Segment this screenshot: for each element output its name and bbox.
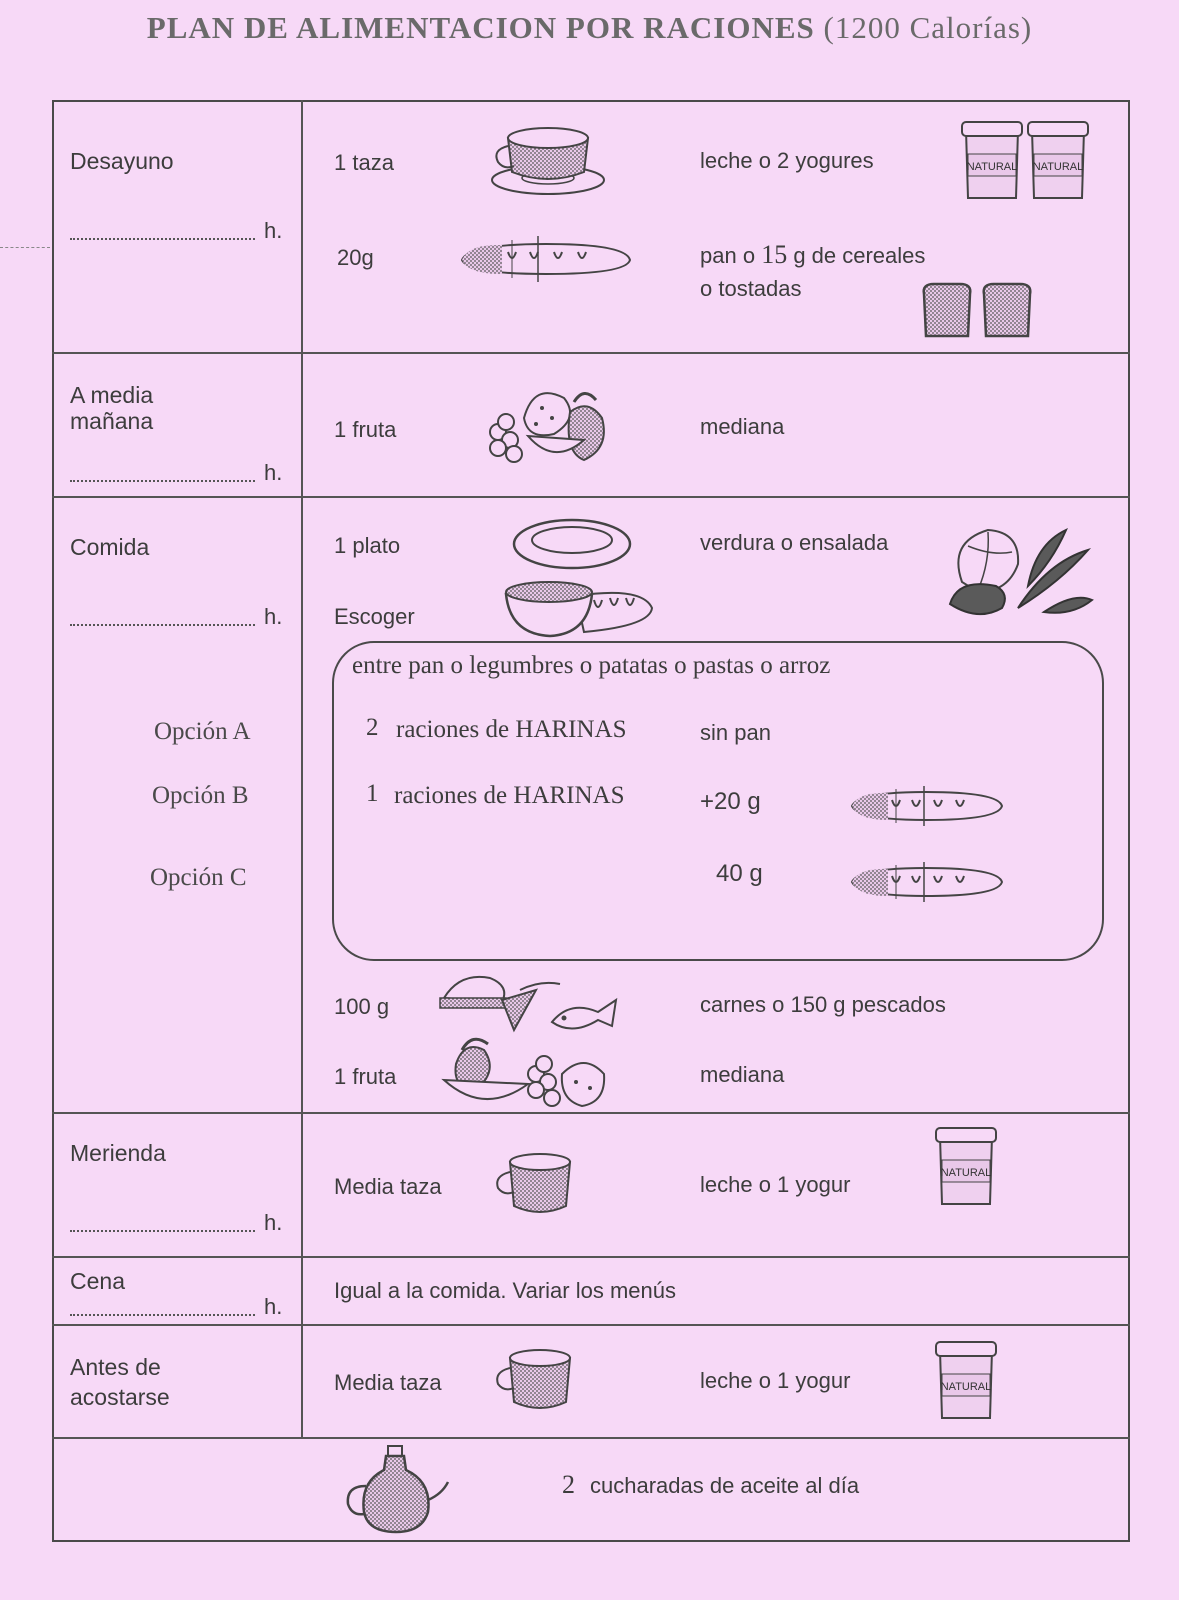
bowl-and-bread-icon bbox=[502, 570, 658, 642]
media-manana-label-2: mañana bbox=[70, 408, 154, 434]
option-c-name: Opción C bbox=[150, 864, 247, 891]
protein-amount: 100 g bbox=[334, 994, 390, 1019]
baguette-icon bbox=[848, 786, 1006, 826]
aceite-num: 2 bbox=[562, 1470, 575, 1499]
bread-amount: 20g bbox=[337, 245, 374, 270]
desayuno-label: Desayuno bbox=[70, 148, 174, 174]
margin-cut-mark bbox=[0, 247, 50, 248]
row-divider bbox=[52, 496, 1130, 498]
option-a-num: 2 bbox=[366, 714, 379, 741]
option-b-extra: +20 g bbox=[700, 788, 761, 815]
time-blank bbox=[70, 480, 255, 482]
mug-icon bbox=[494, 1148, 574, 1220]
option-b-num: 1 bbox=[366, 780, 379, 807]
antes-label-2: acostarse bbox=[70, 1384, 170, 1410]
page-title bbox=[0, 10, 1179, 46]
comida-fruit-desc: mediana bbox=[700, 1062, 785, 1087]
title-calories: (1200 Calorías) bbox=[823, 10, 1033, 45]
hour-unit: h. bbox=[264, 218, 283, 243]
toast-icon bbox=[918, 282, 1038, 342]
row-divider bbox=[52, 1437, 1130, 1439]
oil-cruet-icon bbox=[346, 1446, 450, 1536]
cena-label: Cena bbox=[70, 1268, 125, 1294]
plato-amount: 1 plato bbox=[334, 533, 401, 558]
bread-desc-num: 15 bbox=[761, 240, 788, 269]
column-divider bbox=[301, 100, 303, 1438]
time-blank bbox=[70, 624, 255, 626]
bread-desc-b: g de cereales bbox=[793, 243, 926, 268]
hour-unit: h. bbox=[264, 1210, 283, 1235]
bread-desc-c: o tostadas bbox=[700, 276, 802, 301]
yogurt-label: NATURAL bbox=[1032, 161, 1084, 173]
desayuno-desc: leche o 2 yogures bbox=[700, 148, 874, 173]
coffee-cup-icon bbox=[490, 120, 610, 200]
merienda-label: Merienda bbox=[70, 1140, 166, 1166]
hour-unit: h. bbox=[264, 460, 283, 485]
hour-unit: h. bbox=[264, 1294, 283, 1319]
options-heading: entre pan o legumbres o patatas o pastas o arroz bbox=[352, 652, 831, 679]
media-manana-label-1: A media bbox=[70, 382, 154, 408]
antes-desc: leche o 1 yogur bbox=[700, 1368, 851, 1393]
time-blank bbox=[70, 1230, 255, 1232]
plato-desc: verdura o ensalada bbox=[700, 530, 889, 555]
row-divider bbox=[52, 352, 1130, 354]
yogurt-icon bbox=[934, 1340, 998, 1424]
mug-icon bbox=[494, 1344, 574, 1416]
yogurt-label: NATURAL bbox=[940, 1381, 992, 1393]
plate-icon bbox=[510, 516, 634, 574]
comida-fruit-amount: 1 fruta bbox=[334, 1064, 397, 1089]
option-a-text: raciones de HARINAS bbox=[396, 716, 627, 743]
time-blank bbox=[70, 1314, 255, 1316]
row-divider bbox=[52, 1324, 1130, 1326]
baguette-icon bbox=[458, 236, 634, 282]
escoger-label: Escoger bbox=[334, 604, 415, 629]
yogurt-label: NATURAL bbox=[940, 1167, 992, 1179]
yogurt-icon bbox=[960, 120, 1090, 206]
option-b-text: raciones de HARINAS bbox=[394, 782, 625, 809]
fruit-basket-icon bbox=[444, 1030, 614, 1110]
bread-desc bbox=[700, 240, 925, 270]
option-b-name: Opción B bbox=[152, 782, 249, 809]
fruit-basket-icon bbox=[484, 378, 614, 468]
antes-label-1: Antes de bbox=[70, 1354, 161, 1380]
baguette-icon bbox=[848, 862, 1006, 902]
merienda-amount: Media taza bbox=[334, 1174, 442, 1199]
media-manana-amount: 1 fruta bbox=[334, 417, 397, 442]
yogurt-icon bbox=[934, 1126, 998, 1210]
cena-text: Igual a la comida. Variar los menús bbox=[334, 1278, 676, 1303]
row-divider bbox=[52, 1256, 1130, 1258]
protein-desc: carnes o 150 g pescados bbox=[700, 992, 946, 1017]
media-manana-desc: mediana bbox=[700, 414, 785, 439]
merienda-desc: leche o 1 yogur bbox=[700, 1172, 851, 1197]
option-c-extra: 40 g bbox=[716, 860, 763, 887]
yogurt-label: NATURAL bbox=[966, 161, 1018, 173]
antes-amount: Media taza bbox=[334, 1370, 442, 1395]
time-blank bbox=[70, 238, 255, 240]
comida-label: Comida bbox=[70, 534, 150, 560]
bread-desc-a: pan o bbox=[700, 243, 756, 268]
desayuno-amount: 1 taza bbox=[334, 150, 394, 175]
aceite-text: cucharadas de aceite al día bbox=[590, 1473, 860, 1498]
title-main: PLAN DE ALIMENTACION POR RACIONES bbox=[146, 10, 815, 45]
vegetables-icon bbox=[948, 522, 1098, 618]
hour-unit: h. bbox=[264, 604, 283, 629]
row-divider bbox=[52, 1112, 1130, 1114]
option-a-extra: sin pan bbox=[700, 720, 771, 745]
option-a-name: Opción A bbox=[154, 718, 251, 745]
